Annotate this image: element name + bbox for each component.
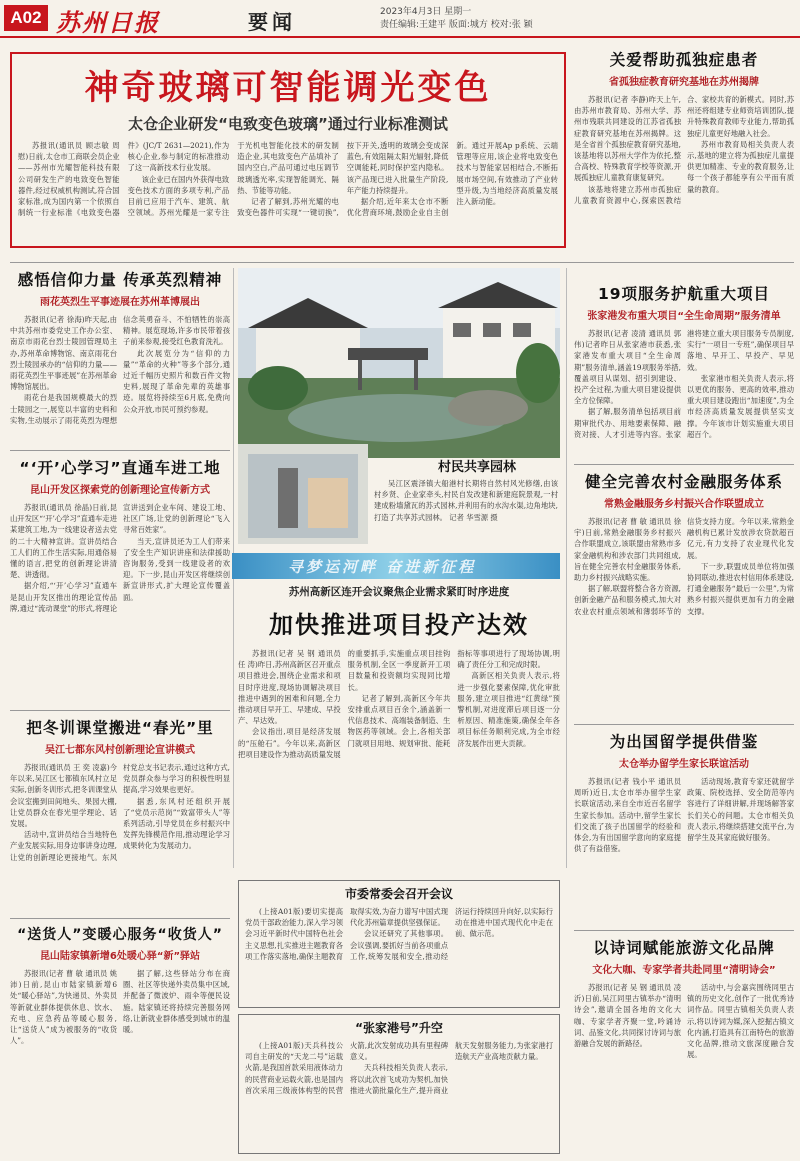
paragraph: 苏报讯(记者 曹 敏 通讯员 徐宇)日前,常熟金融服务乡村振兴合作联盟成立,该联盟由常熟市多家金融机构和涉农部门共同组成,旨在健全完善农村金融服务体系,助力乡村振兴战略实施。 bbox=[574, 517, 681, 583]
paragraph: 苏报讯(记者 钱小平 通讯员 周昕)近日,太仓市举办留学生家长联谊活动,来自全市近百名留学生家长参加。活动中,留学生家长们交流了孩子出国留学的经验和体会,为有出国留学意向的家庭提供了有益借鉴。 bbox=[574, 777, 681, 854]
paragraph: 雨花台是我国规模最大的烈士陵园之一,展览以丰富的史料和实物,生动展示了雨花英烈为理想信念英勇奋斗、不怕牺牲的崇高精神。展览现场,许多市民带着孩子前来参观,接受红色教育洗礼。 bbox=[10, 315, 230, 425]
paragraph: 据介绍,“‘开’心学习”直通车是昆山开发区推出的理论宣传品牌,通过“流动课堂”的形式,将理论宣讲送到企业车间、建设工地、社区广场,让党的创新理论“飞入寻常百姓家”。 bbox=[10, 503, 230, 613]
paragraph: (上接A01版)要切实提高党员干部政治能力,深入学习领会习近平新时代中国特色社会主义思想,扎实推进主题教育各项工作落实落地,确保主题教育取得实效,为奋力谱写中国式现代化苏州篇章提供坚强保证。 bbox=[245, 907, 448, 961]
box-body bbox=[245, 906, 553, 1006]
article-body bbox=[574, 776, 794, 930]
paragraph: 据了解,这些驿站分布在商圈、社区等快递外卖员集中区域,并配备了微波炉、雨伞等便民设施。陆家镇还将持续完善服务网络,让新就业群体感受到城市的温暖。 bbox=[123, 969, 230, 1035]
paragraph: 苏报讯(通讯员 徐晶)日前,昆山开发区“‘开’心学习”直通车走进某建筑工地,为一线建设者送去党的二十大精神宣讲。宣讲员结合工人们的工作生活实际,用通俗易懂的语言,把党的创新理论讲清楚、讲透彻。 bbox=[10, 503, 117, 580]
subheadline: 常熟金融服务乡村振兴合作联盟成立 bbox=[604, 499, 764, 510]
paragraph: 该基地将建立苏州市孤独症儿童教育资源中心,探索医教结合、家校共育的新模式。同时,苏州还将组建专业师资培训团队,提升特殊教育教师专业能力,帮助孤独症儿童更好地融入社会。 bbox=[574, 95, 794, 205]
kicker: 苏州高新区连开会议聚焦企业需求紧盯时序进度 bbox=[288, 586, 510, 598]
box-title: 市委常委会召开会议 bbox=[344, 887, 453, 901]
paragraph: 高新区相关负责人表示,将进一步强化要素保障,优化审批服务,建立项目推进“红黄绿”预警机制,对进度滞后项目逐一分析原因、精准施策,确保全年各项目标任务顺利完成,为全市经济发展作出更大贡献。 bbox=[457, 671, 560, 748]
box-committee-meeting bbox=[238, 880, 560, 1008]
photo-caption-text bbox=[374, 478, 558, 544]
article-body bbox=[574, 516, 794, 720]
paragraph: 据悉,东风村还组织开展了“党员示范岗”“致富带头人”等系列活动,引导党员在乡村振兴中发挥先锋模范作用,推动理论学习成果转化为发展动力。 bbox=[123, 796, 230, 851]
subheadline: 张家港发布重大项目“全生命周期”服务清单 bbox=[587, 311, 781, 322]
divider bbox=[10, 450, 230, 451]
banner-text: 寻梦运河畔 奋进新征程 bbox=[288, 558, 477, 576]
headline: 以诗词赋能旅游文化品牌 bbox=[593, 939, 775, 957]
canal-banner bbox=[232, 553, 560, 579]
article-body bbox=[10, 968, 230, 1156]
article-body bbox=[574, 982, 794, 1156]
article-worksite bbox=[10, 456, 230, 666]
divider bbox=[574, 724, 794, 725]
paragraph: 苏报讯(记者 徐海)昨天起,由中共苏州市委党史工作办公室、南京市雨花台烈士陵园管理局主办,苏州革命博物馆、南京雨花台烈士陵园承办的“信仰的力量——雨花英烈生平事迹展”在苏州革命博物馆展出。 bbox=[10, 315, 117, 392]
subheadline: 省孤独症教育研究基地在苏州揭牌 bbox=[609, 77, 759, 88]
subheadline: 文化大咖、专家学者共赴同里“清明诗会” bbox=[592, 965, 776, 976]
headline: 健全完善农村金融服务体系 bbox=[584, 473, 783, 491]
subheadline: 昆山开发区探索党的创新理论宣传新方式 bbox=[30, 485, 210, 496]
editors-line: 责任编辑:王建平 版面:城方 校对:张 颖 bbox=[380, 20, 533, 30]
photo-credit: 记者 华雪源 摄 bbox=[449, 512, 498, 522]
subheadline: 吴江七都东风村创新理论宣讲模式 bbox=[45, 745, 195, 756]
masthead bbox=[0, 0, 800, 38]
subheadline: 雨花英烈生平事迹展在苏州革博展出 bbox=[40, 297, 200, 308]
article-autism bbox=[574, 48, 794, 268]
headline: 把冬训课堂搬进“春光”里 bbox=[26, 719, 214, 737]
article-winter-training bbox=[10, 716, 230, 916]
paragraph: 记者了解到,高新区今年共安排重点项目百余个,涵盖新一代信息技术、高端装备制造、生物医药等领域。会上,各相关部门就项目用地、规划审批、能耗指标等事项进行了现场协调,明确了责任分工和完成时限。 bbox=[347, 649, 560, 748]
photo-caption-body: 吴江区震泽镇大船港村长期将自然村风光修缮,由该村乡贤、企业家牵头,村民自发改建和新建庭院景观,一村建成粉墙黛瓦的苏式园林,并利用有的水沟水渠,边角地块,打造了共享苏式园林。 bbox=[374, 479, 558, 522]
paragraph: 下一步,联盟成员单位将加强协同联动,推进农村信用体系建设,打通金融服务“最后一公里”,为常熟乡村振兴提供更加有力的金融支撑。 bbox=[687, 561, 794, 616]
paragraph: 天兵科技相关负责人表示,将以此次首飞成功为契机,加快推进火箭批量化生产,提升商业航天发射服务能力,为张家港打造航天产业高地贡献力量。 bbox=[350, 1041, 553, 1095]
divider bbox=[574, 464, 794, 465]
paragraph: 活动现场,教育专家还就留学政策、院校选择、安全防范等内容进行了详细讲解,并现场解答家长们关心的问题。太仓市相关负责人表示,将继续搭建交流平台,为留学生及其家庭做好服务。 bbox=[687, 777, 794, 843]
photo-caption-block bbox=[438, 456, 558, 475]
subheadline: 太仓举办留学生家长联谊活动 bbox=[619, 759, 749, 770]
article-poetry-tourism bbox=[574, 936, 794, 1156]
paragraph: 苏报讯(记者 凌清 通讯员 郭 伟)记者昨日从张家港市获悉,张家港发布重大项目“全生命周期”服务清单,涵盖19项服务举措,覆盖项目从谋划、招引到建设、投产全过程,为重大项目建设提供全方位保障。 bbox=[574, 329, 681, 406]
divider bbox=[10, 262, 794, 263]
article-projects bbox=[574, 282, 794, 482]
paragraph: 活动中,宣讲员结合当地特色产业发展实际,用身边事讲身边理,让党的创新理论更接地气。东风村党总支书记表示,通过这种方式,党员群众参与学习的积极性明显提高,学习效果也更好。 bbox=[10, 763, 230, 862]
headline: 为出国留学提供借鉴 bbox=[609, 733, 759, 751]
box-rocket-launch bbox=[238, 1014, 560, 1154]
paragraph: 苏报讯(记者 曹 敏 通讯员 姚沛)日前,昆山市陆家镇新增6处“暖心驿站”,为快递员、外卖员等新就业群体提供休息、饮水、充电、应急药品等暖心服务,让“送货人”成为被服务的“收货人”。 bbox=[10, 969, 117, 1046]
divider bbox=[574, 930, 794, 931]
article-hightech-zone bbox=[238, 584, 560, 874]
page-number: A02 bbox=[4, 5, 48, 31]
paragraph: 该企业已在国内外获得电致变色技术方面的多项专利,产品目前已应用于汽车、建筑、航空领域。苏州光耀是一家专注于光机电智能化技术的研发制造企业,其电致变色产品填补了国内空白,产品可通过电压调节玻璃透光率,实现智能调光、隔热、节能等功能。 bbox=[127, 141, 339, 218]
subheadline: 昆山陆家镇新增6处暖心驿“新”驿站 bbox=[39, 951, 201, 962]
paragraph: 据了解,联盟将整合各方资源,创新金融产品和服务模式,加大对农业农村重点领域和薄弱环节的信贷支持力度。今年以来,常熟金融机构已累计发放涉农贷款超百亿元,有力支持了农业现代化发展。 bbox=[574, 517, 794, 616]
article-delivery-stations bbox=[10, 924, 230, 1156]
paragraph: 苏州市教育局相关负责人表示,基地的建立将为孤独症儿童提供更加精准、专业的教育服务,让每一个孩子都能享有公平而有质量的教育。 bbox=[687, 139, 794, 194]
article-body bbox=[10, 762, 230, 916]
paragraph: 此次展览分为“信仰的力量”“革命的火种”等多个部分,通过近千幅历史照片和数百件文物史料,展现了革命先辈的英雄事迹。展览将持续至6月底,免费向公众开放,市民可预约参观。 bbox=[123, 348, 230, 414]
lead-subheadline: 太仓企业研发“电致变色玻璃”通过行业标准测试 bbox=[128, 115, 448, 133]
divider bbox=[566, 268, 567, 868]
headline: 关爱帮助孤独症患者 bbox=[609, 51, 759, 69]
paragraph: 张家港市相关负责人表示,将以更优的服务、更高的效率,推动重大项目建设跑出“加速度”,为全市经济高质量发展提供坚实支撑。今年该市计划实施重大项目超百个。 bbox=[687, 373, 794, 439]
article-martyrs bbox=[10, 268, 230, 478]
headline: “送货人”变暖心服务“收货人” bbox=[17, 927, 223, 943]
masthead-meta bbox=[380, 6, 580, 32]
section-title: 要闻 bbox=[248, 10, 296, 34]
article-study-abroad bbox=[574, 730, 794, 930]
headline: “‘开’心学习”直通车进工地 bbox=[19, 459, 221, 477]
paragraph: 会议还研究了其他事项。会议强调,要抓好当前各项重点工作,统筹发展和安全,推动经济运行持续回升向好,以实际行动在推进中国式现代化中走在前、做示范。 bbox=[350, 907, 553, 961]
box-title: “张家港号”升空 bbox=[355, 1021, 443, 1035]
paragraph: 苏报讯(记者 李静)昨天上午,由苏州市教育局、苏州大学、苏州市残联共同建设的江苏省孤独症教育研究基地在苏州揭牌。这是全省首个孤独症教育研究基地,该基地将以苏州大学作为依托,整合高校、特殊教育学校等资源,开展孤独症儿童教育康复研究。 bbox=[574, 95, 681, 183]
article-body bbox=[238, 648, 560, 874]
paragraph: 会议指出,项目是经济发展的“压舱石”。今年以来,高新区把项目建设作为推动高质量发展的重要抓手,实施重点项目挂钩服务机制,全区一季度新开工项目数量和投资额均实现同比增长。 bbox=[238, 649, 451, 759]
divider bbox=[10, 918, 230, 919]
paragraph: 苏报讯(记者 吴 钢 通讯员 凌沂)日前,吴江同里古镇举办“清明诗会”,邀请全国各地的文化大咖、专家学者齐聚一堂,吟诵诗词、品鉴文化,共同探讨诗词与旅游融合发展的新路径。 bbox=[574, 983, 681, 1049]
paragraph: 苏报讯(通讯员 顾志敏 周慰)日前,太仓市工商联会员企业——苏州市光耀智能科技有限公司研发生产的电致变色智能器件,经过权威机构测试,符合国家标准,成为国内第一个依照自制统一行业标准《电致变色器件》(JC/T 2631—2021),作为核心企业,参与制定的标准推动了这一高新技术行业发展。 bbox=[18, 141, 230, 218]
garden-photo-block bbox=[238, 268, 560, 544]
paragraph: 活动中,与会嘉宾围绕同里古镇的历史文化,创作了一批优秀诗词作品。同里古镇相关负责人表示,将以诗词为媒,深入挖掘古镇文化内涵,打造具有江南特色的旅游文化品牌,推动文旅深度融合发展。 bbox=[687, 983, 794, 1060]
article-finance bbox=[574, 470, 794, 720]
paragraph: 据介绍,近年来太仓市不断优化营商环境,鼓励企业自主创新。通过开展Ap p系统、云端管理等应用,该企业将电致变色技术与智能家居相结合,不断拓展市场空间,有效推动了产业转型升级,为当地经济高质量发展注入新动能。 bbox=[346, 141, 558, 218]
paragraph: (上接A01版)天兵科技公司自主研发的“天龙二号”运载火箭,是我国首款采用液体动力的民营商业运载火箭,也是国内首次采用三级液体构型的民营火箭,此次发射成功具有里程碑意义。 bbox=[245, 1041, 448, 1095]
paragraph: 记者了解到,苏州光耀的电致变色器件可实现“一键切换”,按下开关,透明的玻璃会变成深蓝色,有效阻隔太阳光辐射,降低空调能耗,同时保护室内隐私。该产品现已进入批量生产阶段,年产能力持续提升。 bbox=[237, 141, 449, 218]
lead-article bbox=[10, 52, 566, 248]
issue-date: 2023年4月3日 星期一 bbox=[380, 7, 472, 17]
paragraph: 当天,宣讲员还为工人们带来了安全生产知识讲座和法律援助咨询服务,受到一线建设者的欢迎。下一步,昆山开发区将继续创新宣讲形式,扩大理论宣传覆盖面。 bbox=[123, 536, 230, 602]
article-body bbox=[574, 94, 794, 268]
paragraph: 苏报讯(通讯员 王 奕 凌嘉)今年以来,吴江区七都镇东风村立足实际,创新冬训形式,把冬训课堂从会议室搬到田间地头、果园大棚,让党员群众在春光里学理论、话发展。 bbox=[10, 763, 117, 829]
article-body bbox=[574, 328, 794, 482]
divider bbox=[10, 710, 230, 711]
headline: 19项服务护航重大项目 bbox=[597, 285, 771, 303]
headline: 感悟信仰力量 传承英烈精神 bbox=[17, 271, 223, 289]
lead-body bbox=[18, 140, 558, 244]
article-body bbox=[10, 502, 230, 666]
headline: 加快推进项目投产达效 bbox=[269, 611, 529, 639]
lead-headline: 神奇玻璃可智能调光变色 bbox=[84, 68, 492, 108]
box-body bbox=[245, 1040, 553, 1152]
newspaper-logo: 苏州日报 bbox=[56, 8, 160, 37]
photo-caption-title: 村民共享园林 bbox=[438, 460, 517, 475]
paragraph: 据了解,服务清单包括项目前期审批代办、用地要素保障、融资对接、人才引进等内容。张家港将建立重大项目服务专员制度,实行“一项目一专班”,确保项目早落地、早开工、早投产、早见效。 bbox=[574, 329, 794, 439]
article-body bbox=[10, 314, 230, 478]
paragraph: 苏报讯(记者 吴 钢 通讯员 任 涛)昨日,苏州高新区召开重点项目推进会,围绕企业需求和项目时序进度,现场协调解决项目推进中遇到的困难和问题,全力推动项目早开工、早建成、早投产、早达效。 bbox=[238, 649, 341, 726]
